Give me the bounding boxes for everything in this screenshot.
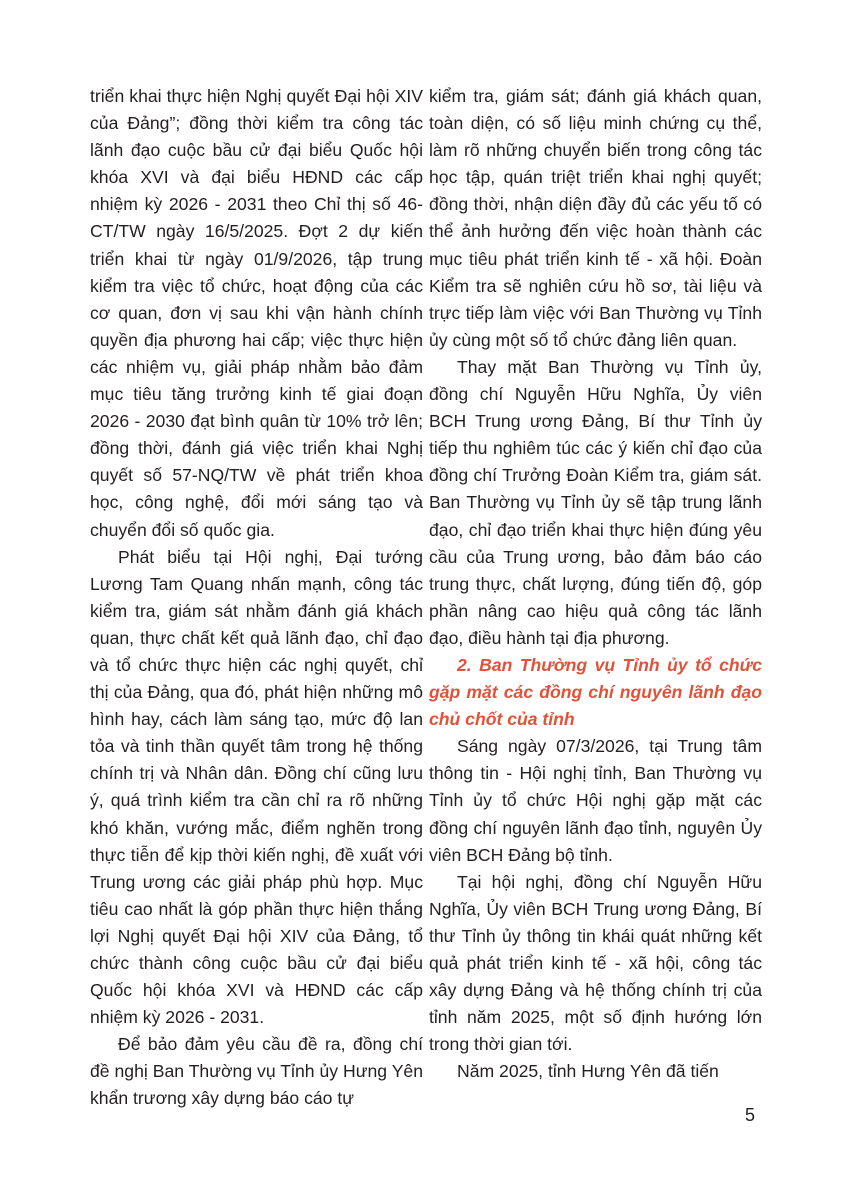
page-number: 5	[745, 1105, 756, 1125]
left-column	[90, 83, 423, 1113]
paragraph: Thay mặt Ban Thường vụ Tỉnh ủy, đồng chí Nguyễn Hữu Nghĩa, Ủy viên BCH Trung ương Đảng, Bí thư Tỉnh ủy tiếp thu nghiêm túc các ý kiến chỉ đạo của đồng chí Trưởng Đoàn Kiểm tra, giám sát. Ban Thường vụ Tỉnh ủy sẽ tập trung lãnh đạo, chỉ đạo triển khai thực hiện đúng yêu cầu của Trung ương, bảo đảm báo cáo trung thực, chất lượng, đúng tiến độ, góp phần nâng cao hiệu quả công tác lãnh đạo, điều hành tại địa phương.	[429, 356, 762, 648]
paragraph: Sáng ngày 07/3/2026, tại Trung tâm thông tin - Hội nghị tỉnh, Ban Thường vụ Tỉnh ủy tổ chức Hội nghị gặp mặt các đồng chí nguyên lãnh đạo tỉnh, nguyên Ủy viên BCH Đảng bộ tỉnh.	[429, 736, 762, 865]
paragraph-continued: kiểm tra, giám sát; đánh giá khách quan, toàn diện, có số liệu minh chứng cụ thể, làm rõ những chuyển biến trong công tác học tập, quán triệt triển khai nghị quyết; đồng thời, nhận diện đầy đủ các yếu tố có thể ảnh hưởng đến việc hoàn thành các mục tiêu phát triển kinh tế - xã hội. Đoàn Kiểm tra sẽ nghiên cứu hồ sơ, tài liệu và trực tiếp làm việc với Ban Thường vụ Tỉnh ủy cùng một số tổ chức đảng liên quan.	[429, 86, 762, 350]
paragraph: Tại hội nghị, đồng chí Nguyễn Hữu Nghĩa, Ủy viên BCH Trung ương Đảng, Bí thư Tỉnh ủy thông tin khái quát những kết quả phát triển kinh tế - xã hội, công tác xây dựng Đảng và hệ thống chính trị của tỉnh năm 2025, một số định hướng lớn trong thời gian tới.	[429, 871, 762, 1055]
paragraph: Phát biểu tại Hội nghị, Đại tướng Lương Tam Quang nhấn mạnh, công tác kiểm tra, giám sát nhằm đánh giá khách quan, thực chất kết quả lãnh đạo, chỉ đạo và tổ chức thực hiện các nghị quyết, chỉ thị của Đảng, qua đó, phát hiện những mô hình hay, cách làm sáng tạo, mức độ lan tỏa và tinh thần quyết tâm trong hệ thống chính trị và Nhân dân. Đồng chí cũng lưu ý, quá trình kiểm tra cần chỉ ra rõ những khó khăn, vướng mắc, điểm nghẽn trong thực tiễn để kịp thời kiến nghị, đề xuất với Trung ương các giải pháp phù hợp. Mục tiêu cao nhất là góp phần thực hiện thắng lợi Nghị quyết Đại hội XIV của Đảng, tổ chức thành công cuộc bầu cử đại biểu Quốc hội khóa XVI và HĐND các cấp nhiệm kỳ 2026 - 2031.	[90, 546, 423, 1028]
paragraph-continued: triển khai thực hiện Nghị quyết Đại hội XIV của Đảng”; đồng thời kiểm tra công tác lãnh đạo cuộc bầu cử đại biểu Quốc hội khóa XVI và đại biểu HĐND các cấp nhiệm kỳ 2026 - 2031 theo Chỉ thị số 46-CT/TW ngày 16/5/2025. Đợt 2 dự kiến triển khai từ ngày 01/9/2026, tập trung kiểm tra việc tổ chức, hoạt động của các cơ quan, đơn vị sau khi vận hành chính quyền địa phương hai cấp; việc thực hiện các nhiệm vụ, giải pháp nhằm bảo đảm mục tiêu tăng trưởng kinh tế giai đoạn 2026 - 2030 đạt bình quân từ 10% trở lên; đồng thời, đánh giá việc triển khai Nghị quyết số 57-NQ/TW về phát triển khoa học, công nghệ, đổi mới sáng tạo và chuyển đổi số quốc gia.	[90, 86, 423, 540]
paragraph: Năm 2025, tỉnh Hưng Yên đã tiến	[457, 1061, 719, 1082]
right-column	[429, 83, 762, 1085]
section-heading: 2. Ban Thường vụ Tỉnh ủy tổ chức gặp mặt các đồng chí nguyên lãnh đạo chủ chốt của tỉnh	[429, 654, 762, 730]
paragraph: Để bảo đảm yêu cầu đề ra, đồng chí đề nghị Ban Thường vụ Tỉnh ủy Hưng Yên khẩn trương xây dựng báo cáo tự	[90, 1034, 423, 1109]
